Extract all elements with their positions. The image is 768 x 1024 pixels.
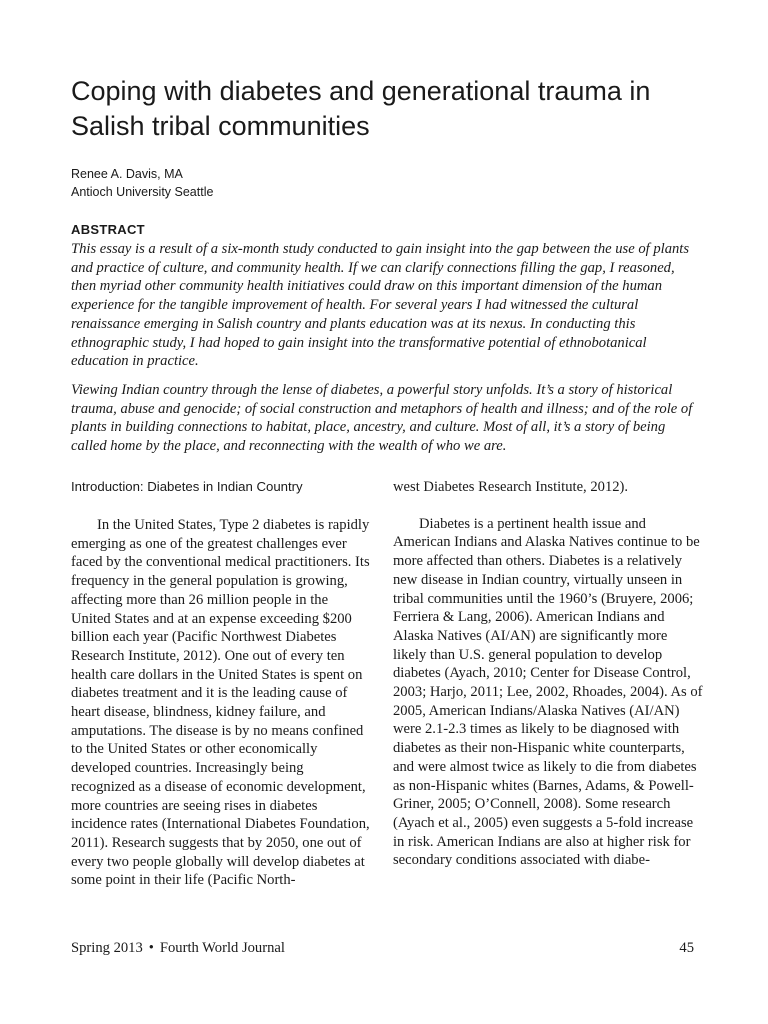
section-heading: Introduction: Diabetes in Indian Country [71,479,303,494]
footer-journal-name: Fourth World Journal [159,940,285,956]
abstract-paragraph: Viewing Indian country through the lense of diabetes, a powerful story unfolds. It’s a story of historical trauma, abuse and genocide; of social construction and metaphors of health and illness; and of the role of plants in building connections to habitat, place, ancestry, and culture. Most of all, it’s a story of being called home by the place, and reconnecting with the wealth of who we are. [71,381,693,455]
body-paragraph: Diabetes is a pertinent health issue and American Indians and Alaska Natives continue to be more affected than others. Diabetes is a relatively new disease in Indian country, virtually unseen in tribal communities until the 1960’s (Bruyere, 2006; Ferriera & Lang, 2006). American Indians and Alaska Natives (AI/AN) are significantly more likely than U.S. general population to develop diabetes (Ayach, 2010; Center for Disease Control, 2003; Harjo, 2011; Lee, 2002, Rhoades, 2004). As of 2005, American Indians/Alaska Natives (AI/AN) were 2.1-2.3 times as likely to be diagnosed with diabetes as their non-Hispanic white counterparts, and were almost twice as likely to die from diabetes as non-Hispanic whites (Barnes, Adams, & Powell-Griner, 2005; O’Connell, 2008). Some research (Ayach et al., 2005) even suggests a 5-fold increase in risk. American Indians are also at higher risk for secondary conditions associated with diabe- [393,515,703,869]
abstract-heading: ABSTRACT [71,222,145,237]
author-block [71,165,213,201]
left-column [71,478,371,890]
abstract-paragraph: This essay is a result of a six-month study conducted to gain insight into the gap between the use of plants and practice of culture, and community health. If we can clarify connections filling the gap, I reasoned, then myriad other community health initiatives could draw on this important dimension of the human experience for the tangible improvement of health. For several years I had witnessed the cultural renaissance emerging in Salish country and plants education was at its nexus. In conducting this ethnographic study, I had hoped to gain insight into the transformative potential of ethnobotanical education in practice. [71,241,690,370]
body-paragraph: In the United States, Type 2 diabetes is rapidly emerging as one of the greatest challenges ever faced by the conventional medical practitioners. Its frequency in the general population is growing, affecting more than 26 million people in the United States and at an expense exceeding $200 billion each year (Pacific Northwest Diabetes Research Institute, 2012). One out of every ten health care dollars in the United States is spent on diabetes treatment and it is the leading cause of heart disease, blindness, kidney failure, and amputations. The disease is by no means confined to the United States or other economically developed countries. Increasingly being recognized as a disease of economic development, more countries are seeing rises in diabetes incidence rates (International Diabetes Foundation, 2011). Research suggests that by 2050, one out of every two people globally will develop diabetes at some point in their life (Pacific North- [71,517,370,889]
footer-issue: Spring 2013 [71,940,143,956]
page-number: 45 [679,940,694,956]
article-title: Coping with diabetes and generational trauma in Salish tribal communities [71,76,651,141]
author-name: Renee A. Davis, MA [71,167,183,181]
author-affiliation: Antioch University Seattle [71,185,214,199]
body-paragraph-continuation: west Diabetes Research Institute, 2012). [393,479,629,495]
abstract-body [71,240,701,456]
footer-journal-info [71,940,285,957]
footer-separator: • [148,940,154,956]
right-column [393,478,703,870]
